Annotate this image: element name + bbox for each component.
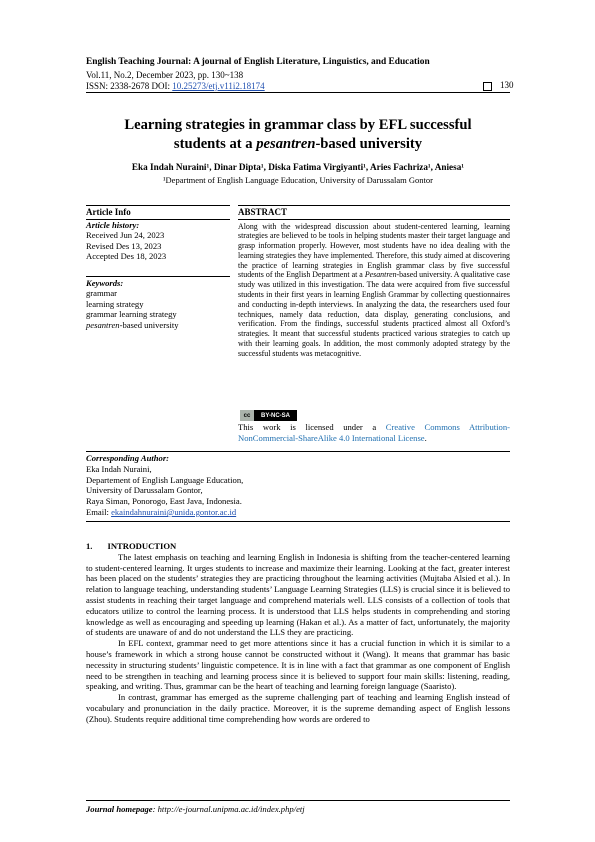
page-number: 130 — [500, 80, 514, 90]
abstract-heading: ABSTRACT — [238, 207, 288, 217]
corr-rule-bottom — [86, 521, 510, 522]
abstract-text: Along with the widespread discussion about student-centered learning, learning strategies are believed to be tools in helping students master their target language and grasp information properly. However, most students have no idea dealing with the learning strategies they have implemented. Therefore, this study aimed at discovering the practice of learning strategies in English grammar class by five successful students of the English Department at a Pesantren-based university. A qualitative case study was utilized in this investigation. The data were acquired from five successful students in their first years in learning English Grammar by collecting questionnaires and conducting in-depth interviews. In analyzing the data, the researchers used four techniques, namely data reduction, data display, generating conclusions, and verification. From the findings, successful students practiced almost all Oxford’s strategies. It meant that successful students practiced various strategies to catch up with their learning goals. In addition, the most commonly adopted strategy by the successful students was metacognitive. — [238, 221, 510, 358]
keyword-item: learning strategy — [86, 298, 144, 309]
history-label: Article history: — [86, 219, 140, 230]
issn-doi — [86, 81, 265, 91]
abstract-rule-mid — [238, 219, 510, 220]
license-text: This work is licensed under a Creative Commons Attribution-NonCommercial-ShareAlike 4.0 International License. — [238, 422, 510, 443]
journal-homepage: Journal homepage: http://e-journal.unipma.ac.id/index.php/etj — [86, 804, 305, 814]
body-paragraph: In contrast, grammar has emerged as the supreme challenging part of teaching and learning English instead of vocabulary and pronunciation in the daily practice. Moreover, it is the supreme demanding aspect of English lessons (Zhou). Students require additional time comprehending how words are ordered to — [86, 692, 510, 724]
corr-line: University of Darussalam Gontor, — [86, 485, 203, 496]
cc-icon: cc — [240, 410, 254, 421]
email-line: Email: ekaindahnuraini@unida.gontor.ac.id — [86, 506, 237, 517]
header-rule — [86, 92, 510, 93]
info-rule-top — [86, 205, 230, 206]
square-icon — [483, 82, 492, 91]
email-link[interactable]: ekaindahnuraini@unida.gontor.ac.id — [111, 506, 237, 517]
accepted-date: Accepted Des 18, 2023 — [86, 251, 167, 261]
corr-line: Raya Siman, Ponorogo, East Java, Indonesia. — [86, 496, 242, 507]
license-link[interactable]: Creative Commons Attribution-NonCommercial-ShareAlike 4.0 International License — [238, 422, 510, 443]
article-info — [86, 205, 230, 330]
keywords-label: Keywords: — [86, 277, 124, 288]
affiliation: ¹Department of English Language Education, University of Darussalam Gontor — [163, 175, 433, 185]
keyword-item: grammar learning strategy — [86, 309, 177, 319]
received-date: Received Jun 24, 2023 — [86, 230, 165, 240]
abstract — [238, 205, 510, 359]
issn-label: ISSN: 2338-2678 DOI: — [86, 81, 173, 91]
body-paragraph: The latest emphasis on teaching and learning English in Indonesia is shifting from the teacher-centered learning to student-centered learning. It urges students to increase and maximize their learning. Looking at the fact, greater interest has been placed on the students’ strategies they are practicing throughout the learning activities (Mujtaba Alsied et al.). In relation to language teaching, understanding students’ Language Learning Strategies (LLS) is crucial since it is believed to assist students in reaching their target language and comprehend materials well. LLS consists of a collection of tools that educators utilize to control the learning process. It is understood that LLS helps students in comprehending and storing knowledge as well as encouraging and speeding up learning (Hakan et al.). As a matter of fact, unfortunately, the majority of students are unaware of and do not understand the LLS they are practicing. — [86, 551, 510, 638]
paper-title — [86, 116, 510, 154]
abstract-rule-top — [238, 205, 510, 206]
corresponding-author — [86, 451, 510, 522]
keyword-item: pesantren-based university — [86, 319, 179, 330]
revised-date: Revised Des 13, 2023 — [86, 240, 162, 251]
corr-line: Eka Indah Nuraini, — [86, 463, 152, 474]
introduction-section — [86, 541, 510, 725]
title-line-1: Learning strategies in grammar class by EFL successful — [124, 117, 472, 133]
section-heading: 1. INTRODUCTION — [86, 541, 177, 551]
keyword-item: grammar — [86, 288, 118, 298]
title-line-2: students at a pesantren-based university — [173, 136, 423, 152]
info-rule-keywords — [86, 276, 230, 277]
doi-link[interactable]: 10.25273/etj.v11i2.18174 — [172, 81, 265, 91]
footer-rule — [86, 800, 510, 801]
corr-line: Departement of English Language Education, — [86, 474, 244, 485]
cc-license-badge[interactable] — [240, 410, 297, 421]
volume-info: Vol.11, No.2, December 2023, pp. 130~138 — [86, 70, 244, 80]
corresponding-heading: Corresponding Author: — [86, 453, 170, 463]
body-paragraph: In EFL context, grammar need to get more attentions since it has a crucial function in which it is similar to a house’s framework in which a strong house cannot be constructed without it (Wang). It means that grammar has basic necessity in structuring students’ linguistic competence. It is in line with a fact that grammar as one component of English need to be strengthen in teaching and learning process since it is believed to support four main skills: listening, reading, speaking, and writing. Thus, grammar can be the heart of teaching and learning foreign language (Saaristo). — [86, 638, 510, 692]
journal-title: English Teaching Journal: A journal of English Literature, Linguistics, and Education — [86, 57, 430, 67]
corr-rule-top — [86, 451, 510, 452]
by-nc-sa-label: BY-NC-SA — [260, 412, 290, 419]
article-info-heading: Article Info — [86, 207, 131, 217]
authors: Eka Indah Nuraini¹, Dinar Dipta¹, Diska Fatima Virgiyanti¹, Aries Fachriza¹, Aniesa¹ — [131, 162, 465, 172]
